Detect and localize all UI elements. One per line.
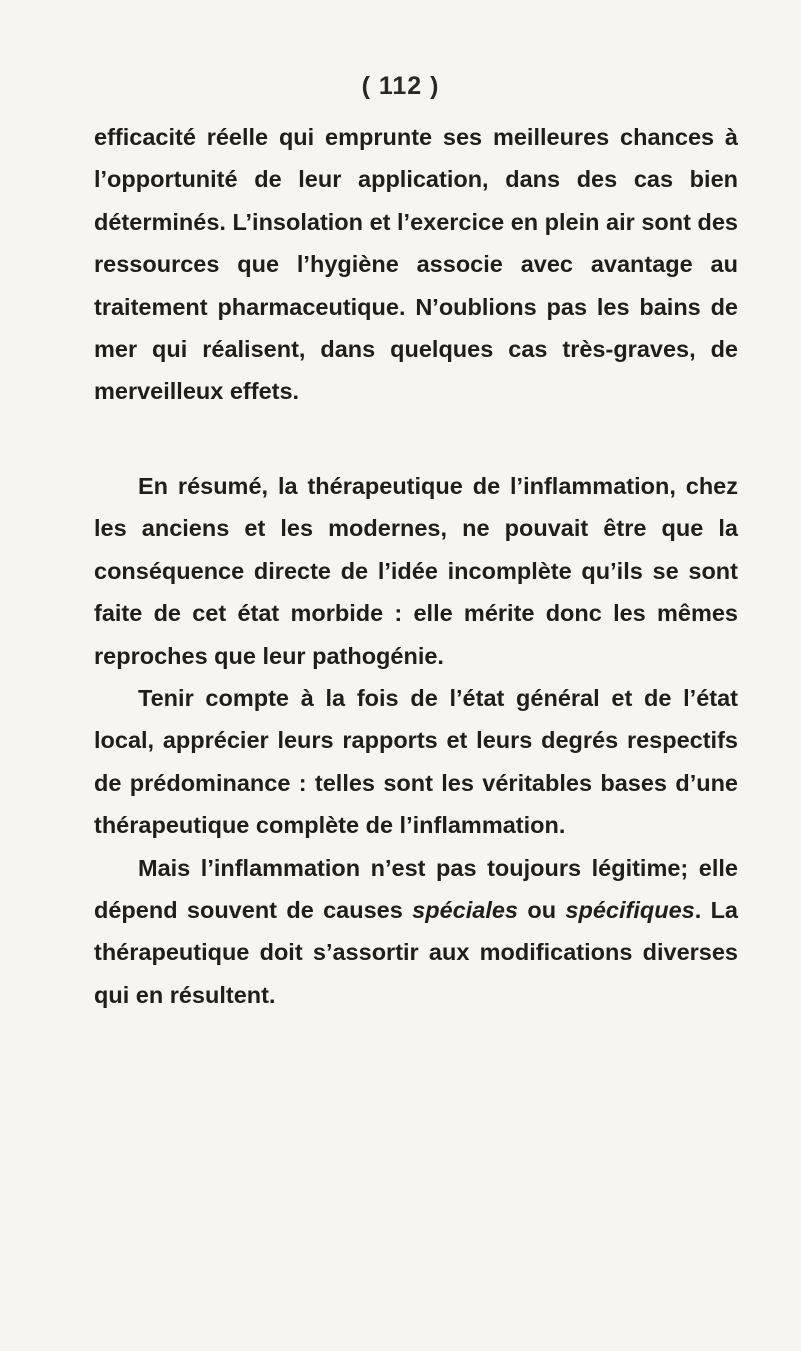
paragraph: Tenir compte à la fois de l’état général et de l’état local, apprécier leurs rapports et leurs degrés respectifs de prédominance : telles sont les véritables bases d’une thérapeutique complète de l’inflammation. (94, 685, 738, 839)
paragraph (94, 847, 738, 1017)
italic-term: spéciales (412, 897, 518, 924)
body-text-top (94, 116, 738, 413)
paragraph-text: ou (518, 897, 566, 924)
paragraph: En résumé, la thérapeutique de l’inflammation, chez les anciens et les modernes, ne pouvait être que la conséquence directe de l’idée incomplète qu’ils se sont faite de cet état morbide : elle mérite donc les mêmes reproches que leur pathogénie. (94, 473, 738, 669)
paragraph-text: . La thérapeutique doit s’assortir aux modifications diverses qui en résultent. (94, 897, 738, 1008)
body-text-bottom (94, 465, 738, 1016)
paragraph-text: Mais l’inflammation n’est pas toujours légitime; elle dépend souvent de causes (94, 854, 738, 924)
paragraph: efficacité réelle qui emprunte ses meilleures chances à l’opportunité de leur application, dans des cas bien déterminés. L’insolation et l’exercice en plein air sont des ressources que l’hygiène associe avec avantage au traitement pharmaceutique. N’oublions pas les bains de mer qui réalisent, dans quelques cas très-graves, de merveilleux effets. (94, 124, 738, 405)
italic-term: spécifiques (565, 897, 695, 924)
page-number: ( 112 ) (361, 72, 440, 100)
